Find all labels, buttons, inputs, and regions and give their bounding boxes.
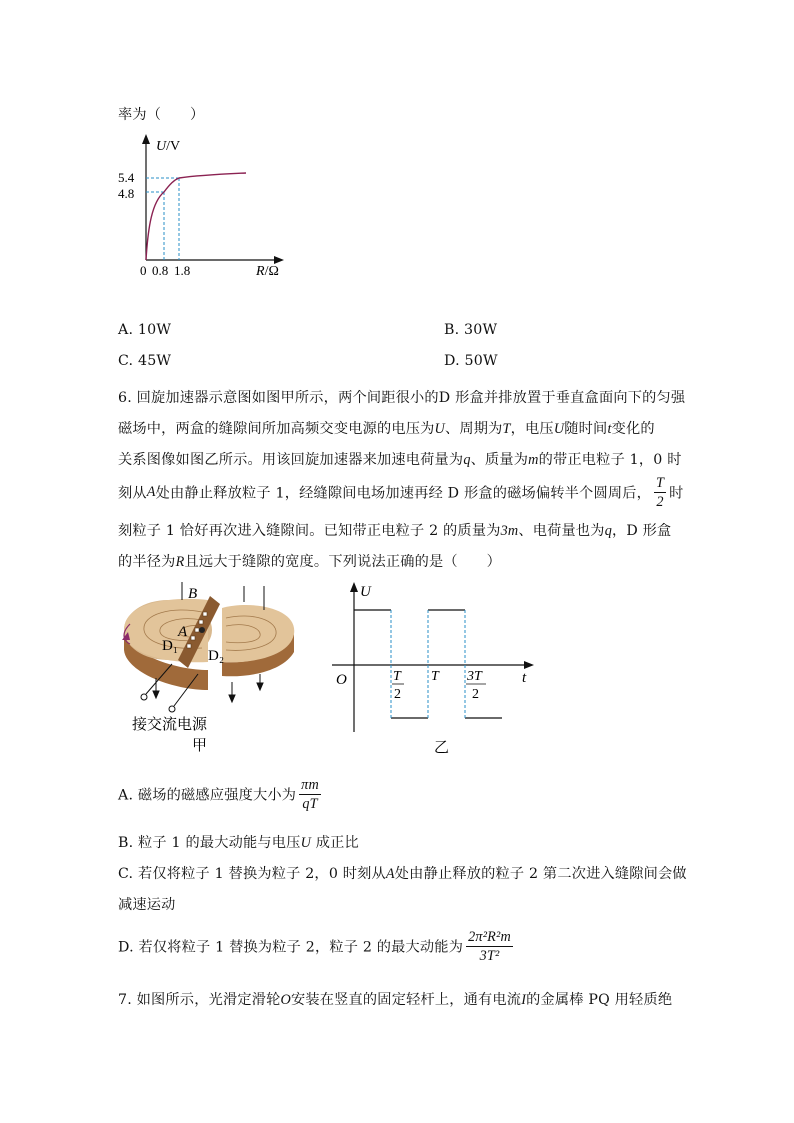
wave-transitions bbox=[391, 610, 465, 718]
point-a-dot bbox=[199, 627, 205, 633]
q5-stem-tail: 率为（ ） bbox=[118, 107, 205, 123]
label-ac-source: 接交流电源 bbox=[132, 717, 208, 733]
label-t: t bbox=[522, 670, 527, 686]
u-r-curve bbox=[146, 173, 246, 260]
tick-3t2-den: 2 bbox=[472, 687, 479, 702]
y-axis-label: U/V bbox=[156, 139, 181, 154]
q5-option-a: A. 10W bbox=[118, 322, 172, 338]
tick-t: T bbox=[431, 669, 439, 684]
d2-disc bbox=[222, 605, 294, 676]
q6-option-c-line-1: C. 若仅将粒子 1 替换为粒子 2，0 时刻从A处由静止释放的粒子 2 第二次进入缝隙间会做 bbox=[118, 866, 687, 882]
fraction-t-over-2: $\frac{T}{2}$ bbox=[656, 475, 665, 510]
q6-line-4: 刻从A处由静止释放粒子 1，经缝隙间电场加速再经 D 形盒的磁场偏转半个圆周后， $\frac{T}{2}$ 时 bbox=[118, 475, 684, 510]
q5-u-r-graph bbox=[110, 132, 290, 280]
fraction-pim-over-qt: $\frac{\pi m}{qT}$ bbox=[301, 777, 319, 812]
q6-line-5: 刻粒子 1 恰好再次进入缝隙间。已知带正电粒子 2 的质量为3m、电荷量也为q，D 形盒 bbox=[118, 523, 672, 539]
label-u: U bbox=[360, 584, 371, 600]
label-a: A bbox=[178, 624, 188, 640]
q6-line-1: 6. 回旋加速器示意图如图甲所示，两个间距很小的D 形盒并排放置于垂直盒面向下的匀强 bbox=[118, 390, 686, 406]
q5-option-d: D. 50W bbox=[444, 353, 498, 369]
q6-line-6: 的半径为R且远大于缝隙的宽度。下列说法正确的是（ ） bbox=[118, 554, 501, 570]
label-b: B bbox=[188, 586, 198, 602]
x-axis-label: R/Ω bbox=[256, 264, 279, 279]
label-d2: D₂ bbox=[208, 648, 225, 664]
tick-t2-den: 2 bbox=[394, 687, 401, 702]
q5-option-b: B. 30W bbox=[444, 322, 498, 338]
q6-line-2: 磁场中，两盒的缝隙间所加高频交变电源的电压为U、周期为T，电压U随时间t变化的 bbox=[118, 421, 655, 437]
q7-line-1: 7. 如图所示，光滑定滑轮O安装在竖直的固定轻杆上，通有电流I的金属棒 PQ 用轻质绝 bbox=[118, 992, 673, 1008]
q6-option-a: A. 磁场的磁感应强度大小为 $\frac{\pi m}{qT}$ bbox=[118, 777, 319, 812]
q6-option-d: D. 若仅将粒子 1 替换为粒子 2，粒子 2 的最大动能为 $\frac{\text{2π²R²m}}{\text{3T²}}$ bbox=[118, 929, 511, 964]
t-axis-arrow-icon bbox=[524, 661, 534, 669]
tick-3t2-num: 3T bbox=[467, 669, 482, 684]
label-d1: D₁ bbox=[162, 638, 179, 654]
y-tick-5.4: 5.4 bbox=[118, 170, 135, 185]
label-origin: O bbox=[336, 672, 347, 688]
x-tick-0.8: 0.8 bbox=[152, 263, 169, 278]
tick-t2-num: T bbox=[393, 669, 401, 684]
x-tick-0: 0 bbox=[140, 263, 147, 278]
y-axis-arrow-icon bbox=[142, 134, 150, 144]
figure-jia-cyclotron bbox=[112, 582, 318, 754]
caption-jia: 甲 bbox=[192, 738, 208, 754]
x-tick-1.8: 1.8 bbox=[174, 263, 191, 278]
q6-option-b: B. 粒子 1 的最大动能与电压U 成正比 bbox=[118, 835, 359, 851]
x-axis-arrow-icon bbox=[274, 256, 284, 264]
caption-yi: 乙 bbox=[434, 740, 450, 756]
q5-option-c: C. 45W bbox=[118, 353, 172, 369]
q6-line-3: 关系图像如图乙所示。用该回旋加速器来加速电荷量为q、质量为m的带正电粒子 1，0 时 bbox=[118, 452, 682, 468]
figure-yi-square-wave bbox=[328, 580, 544, 756]
u-axis-arrow-icon bbox=[350, 582, 358, 592]
q6-option-c-line-2: 减速运动 bbox=[118, 897, 176, 913]
y-tick-4.8: 4.8 bbox=[118, 186, 135, 201]
fraction-max-ke: $\frac{\text{2π²R²m}}{\text{3T²}}$ bbox=[468, 929, 511, 964]
